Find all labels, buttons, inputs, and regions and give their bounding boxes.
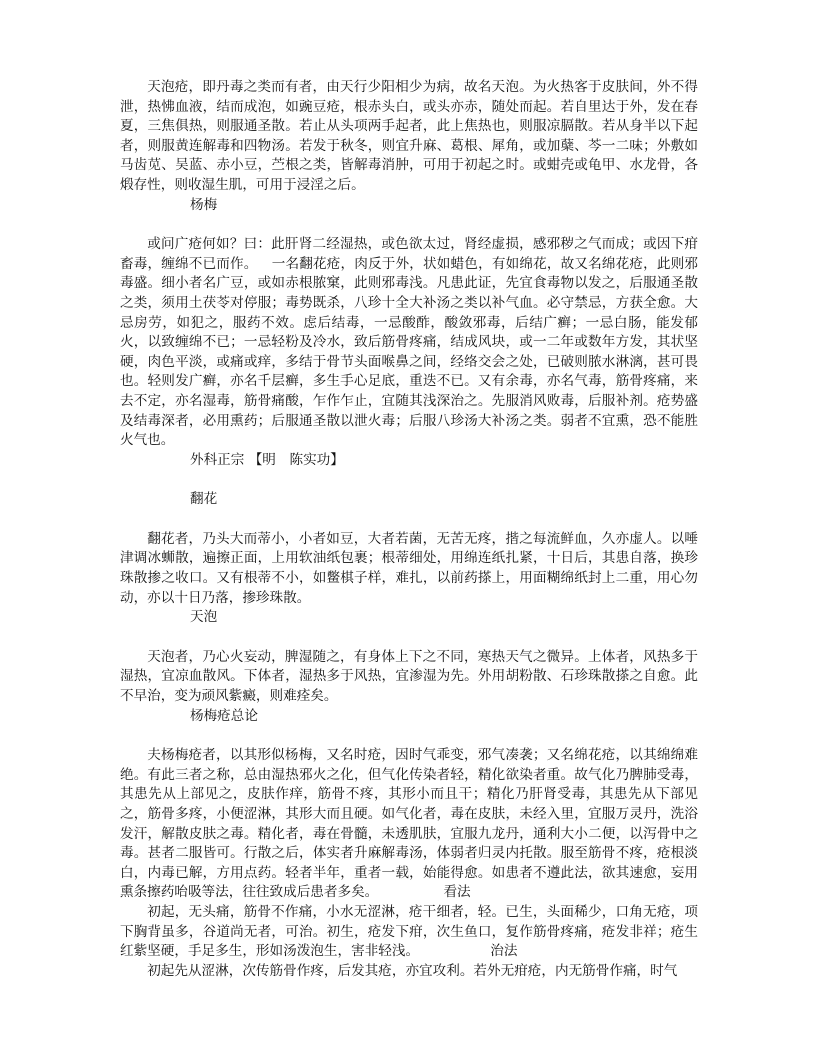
heading-yangmei: 杨梅 <box>190 196 218 213</box>
spacer <box>120 215 698 235</box>
guangchuang-intro: 或问广疮何如？曰：此肝肾二经湿热，或色欲太过，肾经虚损，感邪秽之气而成；或因下疳畜毒，缠绵不已而作。 <box>120 236 698 272</box>
fanhua-paragraph: 翻花者，乃头大而蒂小，小者如豆，大者若菌，无苦无疼，揩之每流鲜血，久亦虚人。以唾津调冰蛳散，遍擦正面，上用软油纸包裹；根蒂细处，用绵连纸扎紧，十日后，其患自落，换珍珠散掺之收口。又有根蒂不小，如鳖棋子样，难扎，以前药搽上，用面糊绵纸封上二重，用心勿动，亦以十日乃落，掺珍珠散。 <box>120 530 698 606</box>
document-page <box>120 78 698 981</box>
guangchuang-paragraph <box>120 235 698 451</box>
tianpao-detail-paragraph: 天泡者，乃心火妄动，脾湿随之，有身体上下之不同，寒热天气之微异。上体者，风热多于湿热，宜凉血散风。下体者，湿热多于风热，宜渗湿为先。外用胡粉散、石珍珠散搽之自愈。此不早治，变为顽风紫癜，则难痊矣。 <box>120 648 698 705</box>
tianpao-paragraph: 天泡疮，即丹毒之类而有者，由天行少阳相少为病，故名天泡。为火热客于皮肤间，外不得泄，热怫血液，结而成泡，如豌豆疮，根赤头白，或头亦赤，随处而起。若自里达于外，发在春夏，三焦俱热，则服通圣散。若止从头项两手起者，此上焦热也，则服凉膈散。若从身半以下起者，则服黄连解毒和四物汤。若发于秋冬，则宜升麻、葛根、犀角，或加蘖、芩一二味；外敷如马齿苋、吴蓝、赤小豆，苎根之类，皆解毒消肿，可用于初起之时。或蚶壳或龟甲、水龙骨，各煅存性，则收湿生肌，可用于浸淫之后。 <box>120 79 698 193</box>
heading-kanfa: 看法 <box>443 884 471 901</box>
spacer <box>120 470 698 490</box>
zhifa-paragraph: 初起先从涩淋，次传筋骨作疼，后发其疮，亦宜攻利。若外无疳疮，内无筋骨作痛，时气 <box>147 962 678 979</box>
kanfa-paragraph <box>120 903 698 962</box>
spacer <box>120 726 698 746</box>
heading-tianpao: 天泡 <box>190 609 218 626</box>
source-citation: 外科正宗 【明 陈实功】 <box>190 451 344 468</box>
kanfa-body: 初起，无头痛，筋骨不作痛，小水无涩淋，疮干细者，轻。已生，头面稀少，口角无疮，项下胸背虽多，谷道尚无者，可治。初生，疮发下疳，次生鱼口，复作筋骨疼痛，疮发非祥；疮生红紫坚硬，手足多生，形如汤泼泡生，害非轻浅。 <box>120 903 698 960</box>
heading-zhifa: 治法 <box>490 943 518 960</box>
guangchuang-body: 一名翻花疮，肉反于外，状如蜡色，有如绵花，故又名绵花疮，此则邪毒盛。细小者名广豆，或如赤根脓窠，此则邪毒浅。凡患此证，先宜食毒物以发之，后服通圣散之类，须用土茯苓对停服；毒势既杀，八珍十全大补汤之类以补气血。必守禁忌，方获全愈。大忌房劳，如犯之，服药不效。虑后结毒，一忌酸酢，酸敛邪毒，后结广癣；一忌白肠，能发郁火，以致缠绵不已；一忌轻粉及冷水，致后筋骨疼痛，结成风块，或一二年或数年方发，其状坚硬，肉色平淡，或痛或痒，多结于骨节头面喉鼻之间，经络交会之处，已破则脓水淋漓，甚可畏也。轻则发广癣，亦名千层癣，多生手心足底，重迭不已。又有余毒，亦名气毒，筋骨疼痛，来去不定，亦名湿毒，筋骨痛酸，乍作乍止，宜随其浅深治之。先服消风败毒，后服补剂。疮势盛及结毒深者，必用熏药；后服通圣散以泄火毒；后服八珍汤大补汤之类。弱者不宜熏，恐不能胜火气也。 <box>120 255 698 449</box>
spacer <box>120 510 698 530</box>
zonglun-paragraph <box>120 746 698 903</box>
heading-fanhua: 翻花 <box>190 491 218 508</box>
spacer <box>120 628 698 648</box>
heading-yangmei-zonglun: 杨梅疮总论 <box>190 707 258 724</box>
zonglun-body: 夫杨梅疮者，以其形似杨梅，又名时疮，因时气乖变，邪气凑袭；又名绵花疮，以其绵绵难绝。有此三者之称，总由湿热邪火之化，但气化传染者轻，精化欲染者重。故气化乃脾肺受毒，其患先从上部见之，皮肤作痒，筋骨不疼，其形小而且干；精化乃肝肾受毒，其患先从下部见之，筋骨多疼，小便涩淋，其形大而且硬。如气化者，毒在皮肤，未经入里，宜服万灵丹，洗浴发汗，解散皮肤之毒。精化者，毒在骨髓，未透肌肤，宜服九龙丹，通利大小二便，以泻骨中之毒。甚者二服皆可。行散之后，体实者升麻解毒汤，体弱者归灵内托散。服至筋骨不疼，疮根淡白，内毒已解，方用点药。轻者半年，重者一载，始能得愈。如患者不遵此法，欲其速愈，妄用熏条擦药咍吸等法，往往致成后患者多矣。 <box>120 747 698 901</box>
